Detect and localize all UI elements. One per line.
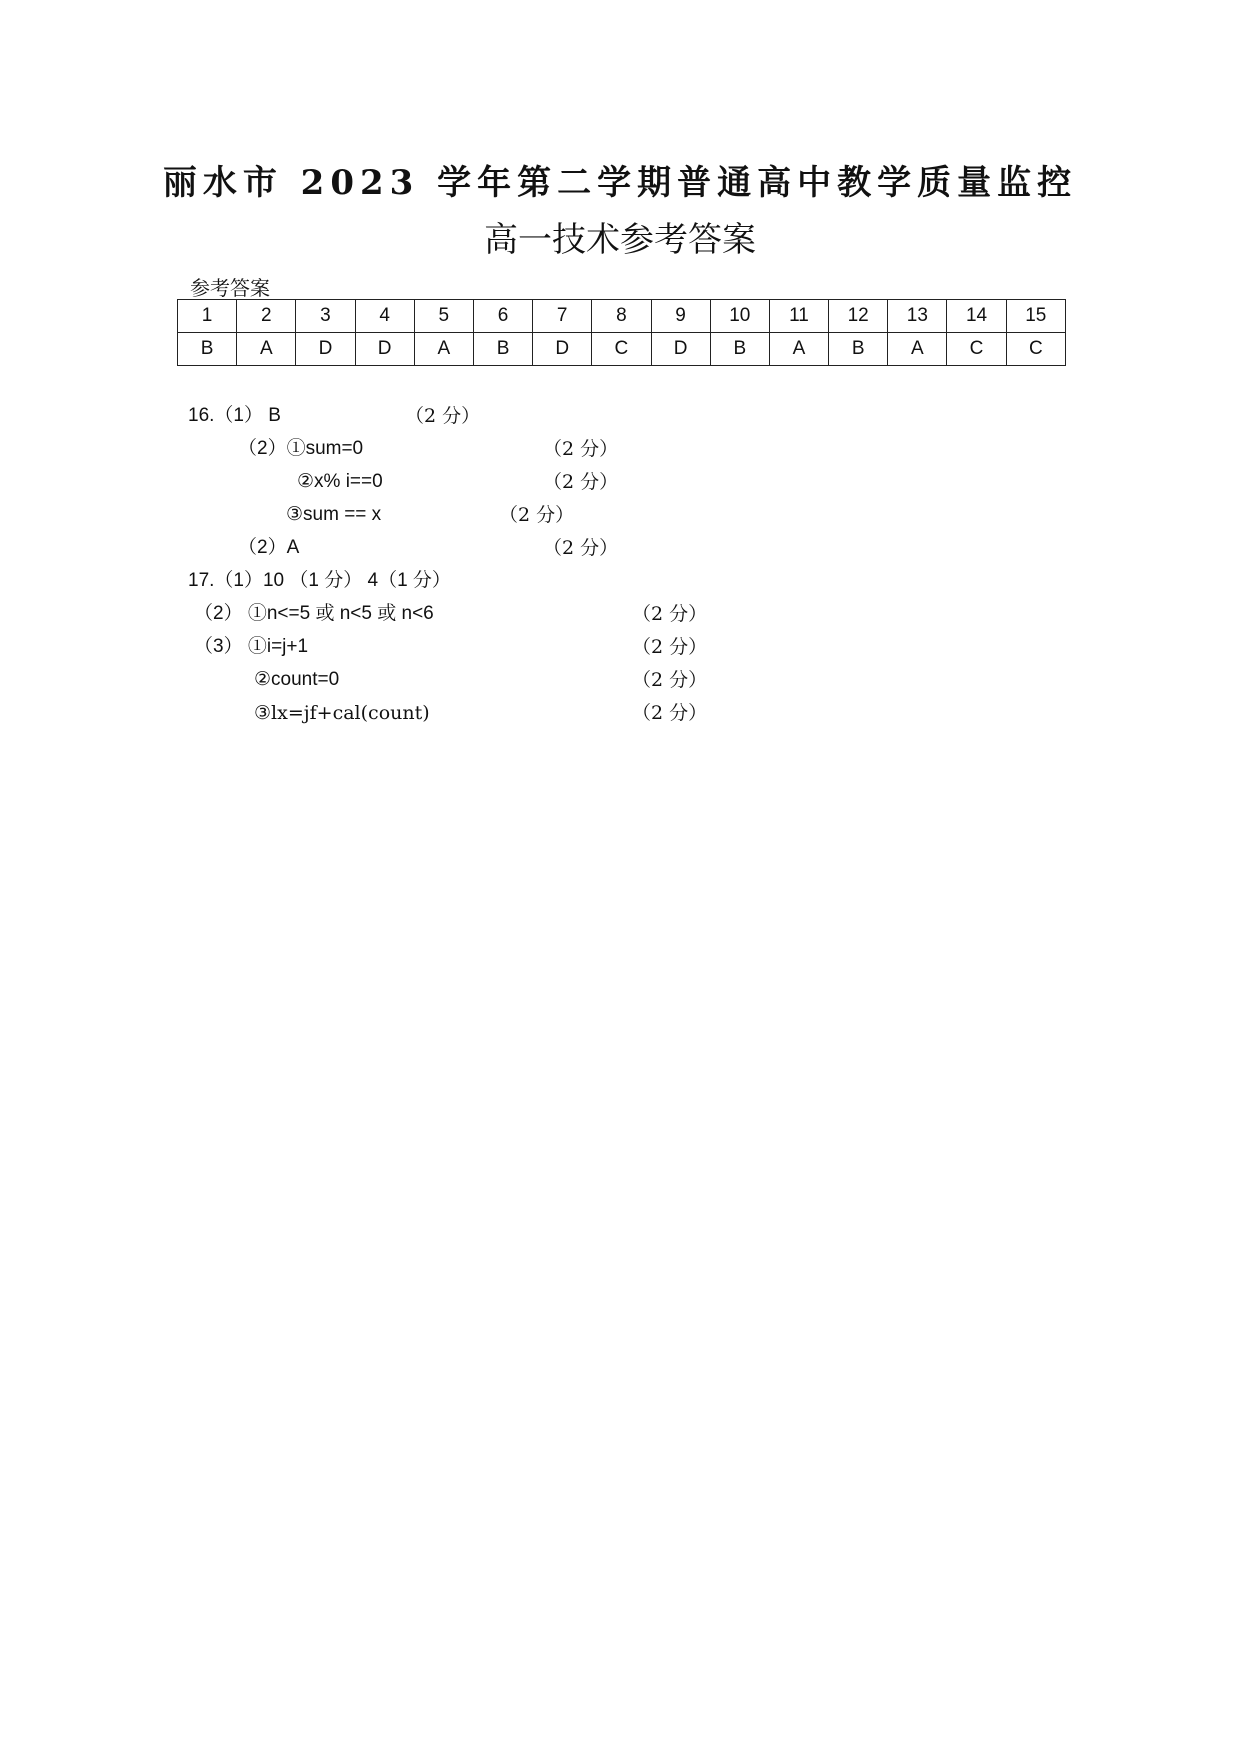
- q17-part3-blank1: （3） ①i=j+1: [194, 636, 309, 657]
- answer-cell: B: [178, 333, 237, 366]
- question-number-cell: 8: [592, 300, 651, 333]
- question-number-cell: 1: [178, 300, 237, 333]
- q16-part3: （2）A: [238, 537, 300, 558]
- q16-part2-blank1-score: （2 分）: [543, 438, 619, 460]
- q17-part2: （2） ①n<=5 或 n<5 或 n<6: [194, 603, 434, 624]
- question-number-cell: 11: [769, 300, 828, 333]
- answer-cell: D: [533, 333, 592, 366]
- answer-cell: B: [473, 333, 532, 366]
- answer-cell: A: [769, 333, 828, 366]
- answer-cell: A: [888, 333, 947, 366]
- answer-cell: C: [1006, 333, 1065, 366]
- question-number-cell: 12: [829, 300, 888, 333]
- q16-part2-blank2: ②x% i==0: [297, 471, 383, 492]
- answer-cell: A: [237, 333, 296, 366]
- question-number-cell: 14: [947, 300, 1006, 333]
- answer-cell: D: [355, 333, 414, 366]
- question-number-row: [178, 300, 1066, 333]
- q16-part1: 16.（1） B: [188, 405, 281, 426]
- answer-cell: D: [651, 333, 710, 366]
- question-number-cell: 7: [533, 300, 592, 333]
- q17-part3-blank1-score: （2 分）: [632, 636, 708, 658]
- answer-table: [177, 299, 1066, 366]
- q17-part3-blank2-score: （2 分）: [632, 669, 708, 691]
- q17-part3-blank3-score: （2 分）: [632, 702, 708, 724]
- answer-cell: A: [414, 333, 473, 366]
- question-number-cell: 2: [237, 300, 296, 333]
- q16-part3-score: （2 分）: [543, 537, 619, 559]
- answer-cell: B: [710, 333, 769, 366]
- answer-cell: C: [947, 333, 1006, 366]
- q16-part2-blank2-score: （2 分）: [543, 471, 619, 493]
- question-number-cell: 5: [414, 300, 473, 333]
- q16-part1-score: （2 分）: [405, 405, 481, 427]
- question-number-cell: 15: [1006, 300, 1065, 333]
- q16-part2-blank3: ③sum == x: [286, 504, 382, 525]
- question-number-cell: 10: [710, 300, 769, 333]
- q17-part2-score: （2 分）: [632, 603, 708, 625]
- document-subtitle: 高一技术参考答案: [484, 220, 756, 260]
- answer-cell: C: [592, 333, 651, 366]
- q16-part2-blank1: （2）①sum=0: [238, 438, 364, 459]
- q17-part3-blank2: ②count=0: [254, 669, 340, 690]
- q17-part1: 17.（1）10 （1 分） 4（1 分）: [188, 570, 451, 591]
- answer-cell: D: [296, 333, 355, 366]
- document-title: 丽水市 2023 学年第二学期普通高中教学质量监控: [162, 163, 1078, 203]
- answer-table-label: 参考答案: [190, 276, 270, 300]
- question-number-cell: 3: [296, 300, 355, 333]
- answer-row: [178, 333, 1066, 366]
- q17-part3-blank3: ③lx=jf+cal(count): [254, 702, 430, 724]
- question-number-cell: 6: [473, 300, 532, 333]
- answer-cell: B: [829, 333, 888, 366]
- q16-part2-blank3-score: （2 分）: [499, 504, 575, 526]
- question-number-cell: 9: [651, 300, 710, 333]
- question-number-cell: 4: [355, 300, 414, 333]
- question-number-cell: 13: [888, 300, 947, 333]
